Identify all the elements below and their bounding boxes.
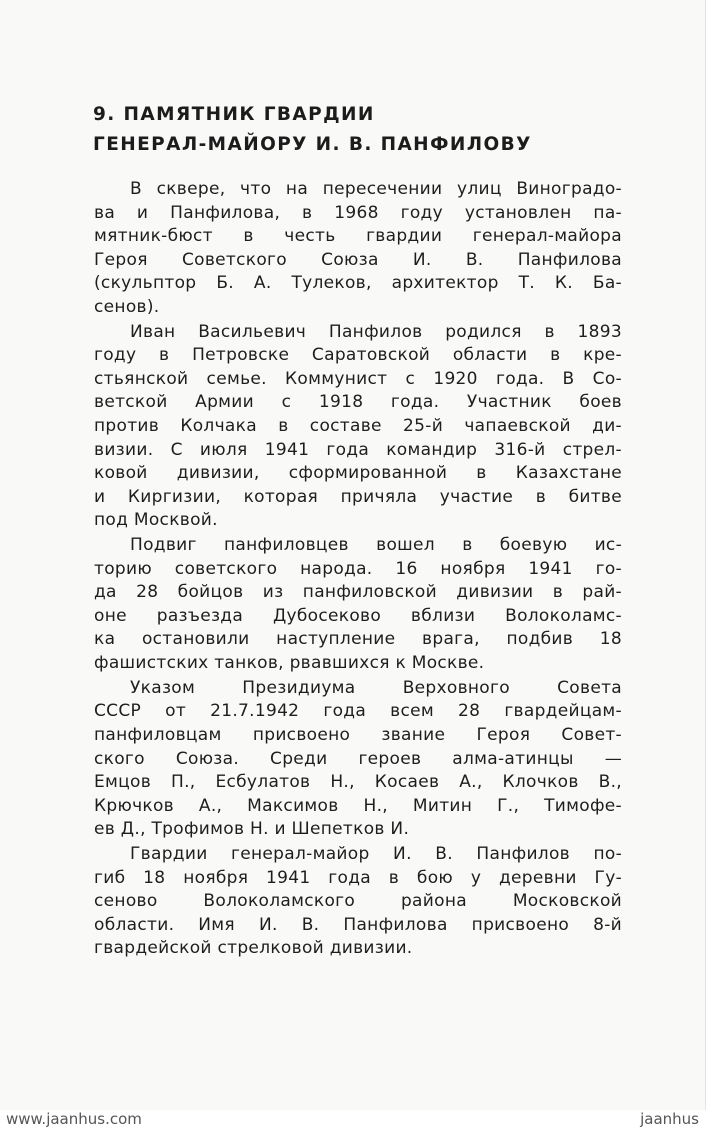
- text-line: стьянской семье. Коммунист с 1920 года. В Со-: [94, 368, 622, 389]
- text-line: ветской Армии с 1918 года. Участник боев: [94, 392, 622, 413]
- text-line: ского Союза. Среди героев алма-атинцы —: [94, 748, 622, 769]
- paragraph-2: [94, 321, 622, 533]
- text-line: Иван Васильевич Панфилов родился в 1893: [130, 321, 622, 342]
- paragraph-5: [94, 843, 622, 961]
- watermark-bar: [0, 1110, 709, 1131]
- text-line: В сквере, что на пересечении улиц Виноградо-: [130, 179, 622, 199]
- text-line: мятник-бюст в честь гвардии генерал-майора: [94, 226, 622, 247]
- text-line: визии. С июля 1941 года командир 316-й стрел-: [94, 439, 622, 460]
- paragraph-4: [94, 677, 622, 842]
- text-line: оне разъезда Дубосеково вблизи Волоколамс-: [94, 605, 622, 626]
- text-line: Подвиг панфиловцев вошел в боевую ис-: [130, 535, 622, 556]
- text-line: СССР от 21.7.1942 года всем 28 гвардейцам-: [94, 701, 622, 722]
- page-title: [93, 100, 613, 160]
- text-line: Крючков А., Максимов Н., Митин Г., Тимофе-: [94, 795, 622, 816]
- text-line: и Киргизии, которая причяла участие в битве: [94, 486, 622, 507]
- paragraph-1: [94, 178, 622, 320]
- text-line: панфиловцам присвоено звание Героя Совет-: [94, 724, 622, 745]
- text-line: ковой дивизии, сформированной в Казахстане: [94, 463, 622, 484]
- text-line: (скульптор Б. А. Тулеков, архитектор Т. К. Ба-: [94, 273, 622, 294]
- text-line: Гвардии генерал-майор И. В. Панфилов по-: [130, 844, 622, 864]
- text-line: ва и Панфилова, в 1968 году установлен па-: [94, 202, 622, 223]
- text-line: против Колчака в составе 25-й чапаевской ди-: [94, 416, 622, 437]
- text-line: сеново Волоколамского района Московской: [94, 891, 622, 912]
- text-line: ка остановили наступление врага, подбив 18: [94, 629, 622, 650]
- text-line: под Москвой.: [94, 510, 218, 531]
- text-line: гвардейской стрелковой дивизии.: [94, 938, 413, 959]
- text-line: да 28 бойцов из панфиловской дивизии в рай-: [94, 582, 622, 603]
- text-line: году в Петровске Саратовской области в кре-: [94, 345, 622, 366]
- title-line-1: 9. ПАМЯТНИК ГВАРДИИ: [93, 104, 375, 125]
- watermark-brand: jaanhus: [640, 1110, 699, 1128]
- title-line-2: ГЕНЕРАЛ-МАЙОРУ И. В. ПАНФИЛОВУ: [93, 134, 532, 155]
- text-line: ев Д., Трофимов Н. и Шепетков И.: [94, 819, 410, 840]
- text-line: торию советского народа. 16 ноября 1941 го-: [94, 558, 622, 579]
- text-line: гиб 18 ноября 1941 года в бою у деревни Гу-: [94, 867, 622, 888]
- body-text: [94, 178, 622, 962]
- text-line: фашистских танков, рвавшихся к Москве.: [94, 653, 485, 674]
- paragraph-3: [94, 534, 622, 676]
- text-line: Емцов П., Есбулатов Н., Косаев А., Клочков В.,: [94, 772, 622, 793]
- text-line: Героя Советского Союза И. В. Панфилова: [94, 249, 622, 270]
- watermark-url: www.jaanhus.com: [6, 1110, 142, 1128]
- text-line: Указом Президиума Верховного Совета: [130, 677, 622, 698]
- text-line: области. Имя И. В. Панфилова присвоено 8-й: [94, 914, 622, 935]
- text-line: сенов).: [94, 296, 160, 317]
